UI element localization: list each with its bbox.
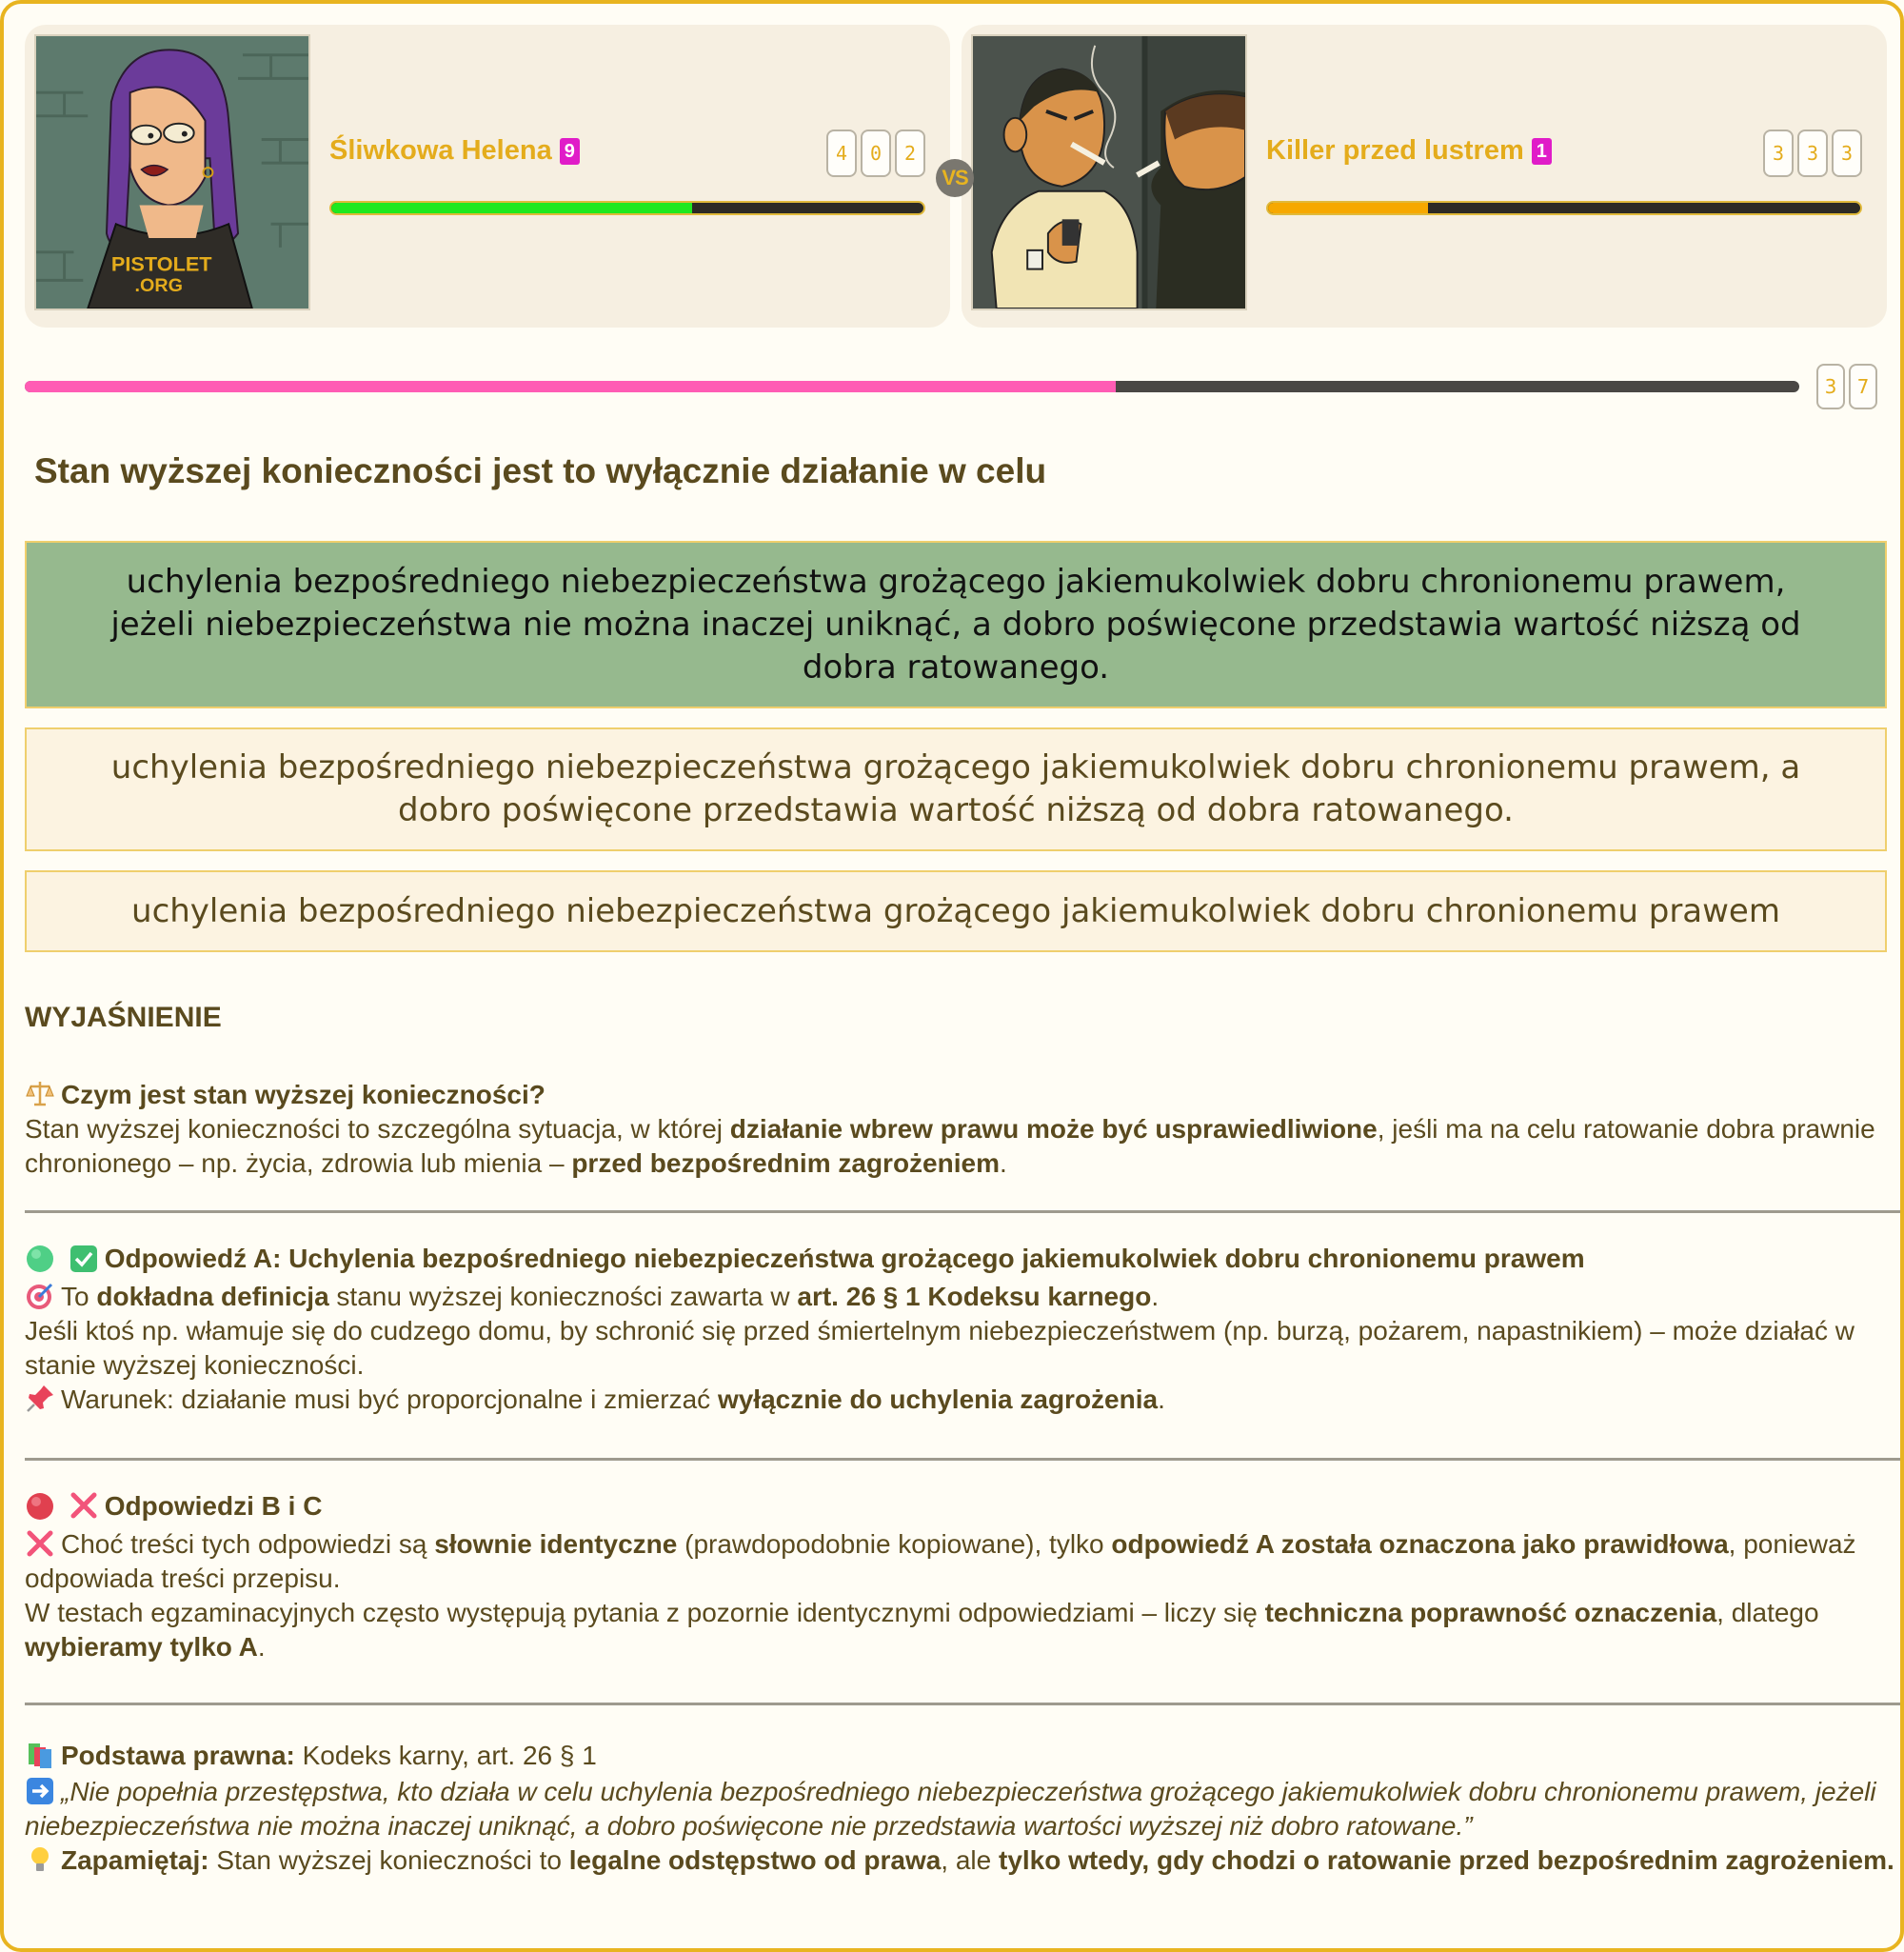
svg-text:.ORG: .ORG [134, 275, 183, 297]
vs-badge: VS [936, 159, 974, 197]
explanation-section-answer-a [25, 1242, 1904, 1417]
section-heading: Czym jest stan wyższej konieczności? [25, 1078, 1904, 1112]
section-line: To dokładna definicja stanu wyższej konieczności zawarta w art. 26 § 1 Kodeksu karnego. [25, 1280, 1904, 1314]
player1-name-row [329, 135, 580, 167]
player2-hp-bar [1266, 201, 1862, 215]
check-mark-icon [69, 1243, 99, 1273]
legal-quote: „Nie popełnia przestępstwa, kto działa w celu uchylenia bezpośredniego niebezpieczeństwa grożącego jakiemukolwiek dobru chronionemu prawem, jeżeli niebezpieczeństwa nie można inaczej uniknąć, a dobro poświęcone nie przedstawia wartości wyższej niż dobro ratowane.” [25, 1777, 1876, 1841]
balance-scale-icon [25, 1079, 55, 1109]
player1-hp-fill [331, 203, 692, 213]
player2-level-badge: 1 [1532, 138, 1552, 165]
explanation-section-answers-b-c [25, 1489, 1904, 1664]
answer-c-text: uchylenia bezpośredniego niebezpieczeństwa grożącego jakiemukolwiek dobru chronionemu prawem [131, 891, 1780, 930]
remember-note: Zapamiętaj: Stan wyższej konieczności to legalne odstępstwo od prawa, ale tylko wtedy, gdy chodzi o ratowanie przed bezpośrednim zagrożeniem. [25, 1843, 1904, 1878]
section-body: Stan wyższej konieczności to szczególna sytuacja, w której działanie wbrew prawu może być usprawiedliwione, jeśli ma na celu ratowanie dobra prawnie chronionego – np. życia, zdrowia lub mienia – przed bezpośrednim zagrożeniem. [25, 1114, 1875, 1178]
player2-score-digit: 3 [1763, 129, 1794, 177]
player1-avatar [34, 34, 310, 310]
red-circle-icon [25, 1490, 55, 1521]
section-heading: Odpowiedzi B i C [25, 1489, 1904, 1524]
question-counter-digit: 7 [1849, 364, 1877, 409]
players-header [25, 25, 1887, 328]
answer-option-c[interactable] [25, 870, 1887, 952]
answer-option-a[interactable] [25, 541, 1887, 708]
player2-name: Killer przed lustrem [1266, 135, 1524, 166]
player2-card [962, 25, 1887, 328]
explanation-section-definition [25, 1078, 1904, 1181]
target-icon [25, 1281, 55, 1311]
pushpin-icon [25, 1384, 55, 1414]
question-counter [1816, 364, 1877, 409]
answer-a-text: uchylenia bezpośredniego niebezpieczeństwa grożącego jakiemukolwiek dobru chronionemu prawem, jeżeli niebezpieczeństwa nie można inaczej uniknąć, a dobro poświęcone przedstawia wartość niższą od dobra ratowanego. [110, 562, 1801, 687]
player1-level-badge: 9 [560, 138, 580, 165]
divider [25, 1210, 1904, 1213]
explanation-title: WYJAŚNIENIE [25, 1002, 222, 1033]
round-progress-bar [25, 381, 1799, 392]
player1-score-digit: 2 [895, 129, 925, 177]
section-line: Warunek: działanie musi być proporcjonalne i zmierzać wyłącznie do uchylenia zagrożenia. [25, 1383, 1904, 1417]
right-arrow-icon [25, 1776, 55, 1806]
svg-text:PISTOLET: PISTOLET [110, 251, 212, 276]
cross-mark-icon [69, 1490, 99, 1521]
divider [25, 1458, 1904, 1461]
player1-hp-bar [329, 201, 925, 215]
answer-b-text: uchylenia bezpośredniego niebezpieczeństwa grożącego jakiemukolwiek dobru chronionemu prawem, a dobro poświęcone przedstawia wartość niższą od dobra ratowanego. [110, 748, 1801, 829]
player1-score-digit: 4 [826, 129, 857, 177]
question-counter-digit: 3 [1816, 364, 1845, 409]
question-text: Stan wyższej konieczności jest to wyłącznie działanie w celu [34, 451, 1047, 490]
player1-score-digit: 0 [861, 129, 891, 177]
player2-score-digit: 3 [1832, 129, 1862, 177]
section-heading: Odpowiedź A: Uchylenia bezpośredniego niebezpieczeństwa grożącego jakiemukolwiek dobru chronionemu prawem [25, 1242, 1904, 1276]
section-heading: Podstawa prawna: Kodeks karny, art. 26 § 1 [25, 1739, 1904, 1773]
answer-option-b[interactable] [25, 727, 1887, 851]
player2-score-digit: 3 [1797, 129, 1828, 177]
section-line: W testach egzaminacyjnych często występują pytania z pozornie identycznymi odpowiedziami – liczy się techniczna poprawność oznaczenia, dlatego wybieramy tylko A. [25, 1598, 1819, 1662]
divider [25, 1703, 1904, 1705]
explanation-section-legal-basis [25, 1739, 1904, 1878]
player1-score [826, 129, 925, 177]
player2-avatar [971, 34, 1247, 310]
player2-score [1763, 129, 1862, 177]
cross-mark-icon [25, 1528, 55, 1559]
player1-card [25, 25, 950, 328]
green-circle-icon [25, 1243, 55, 1273]
man-smoking-avatar-image [973, 36, 1245, 309]
player2-name-row [1266, 135, 1552, 167]
player2-hp-fill [1268, 203, 1428, 213]
books-icon [25, 1740, 55, 1770]
section-line: Jeśli ktoś np. włamuje się do cudzego domu, by schronić się przed śmiertelnym niebezpieczeństwem (np. burzą, pożarem, napastnikiem) – może działać w stanie wyższej konieczności. [25, 1316, 1854, 1380]
section-line: Choć treści tych odpowiedzi są słownie identyczne (prawdopodobnie kopiowane), tylko odpowiedź A została oznaczona jako prawidłowa, ponieważ odpowiada treści przepisu. [25, 1529, 1856, 1593]
light-bulb-icon [25, 1844, 55, 1875]
woman-avatar-image [36, 36, 308, 309]
player1-name: Śliwkowa Helena [329, 135, 552, 166]
round-progress-fill [25, 381, 1116, 392]
